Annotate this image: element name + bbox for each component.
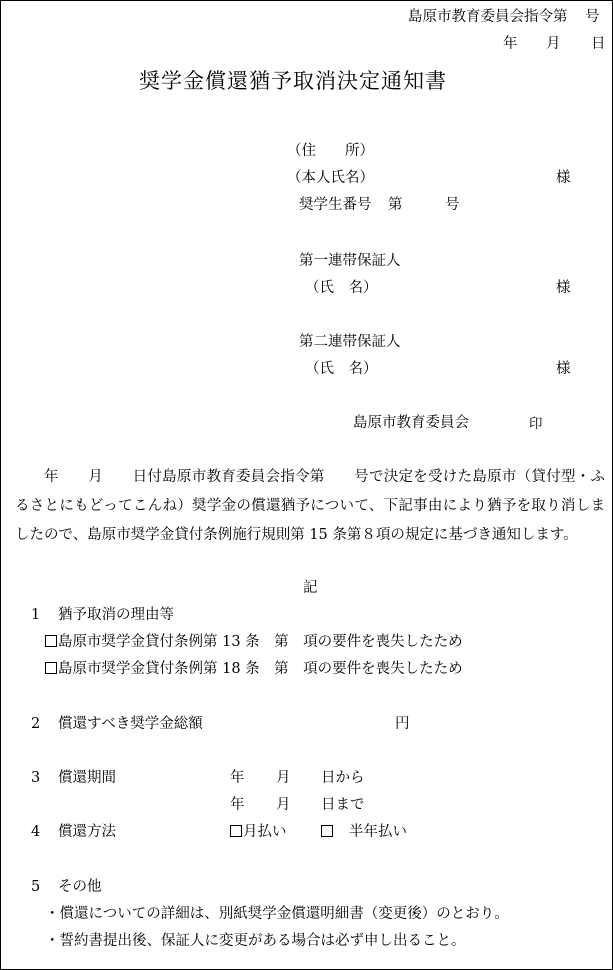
address-label: （住 所） [287, 143, 374, 159]
date-year: 年 [503, 36, 518, 52]
item1-label: 猶予取消の理由等 [58, 607, 174, 623]
checkbox-icon[interactable] [45, 635, 57, 647]
note-repayment-details: ・償還についての詳細は、別紙奨学金償還明細書（変更後）のとおり。 [45, 906, 509, 922]
reason-option-article13[interactable] [45, 635, 463, 650]
item3-number: 3 [31, 770, 41, 786]
scholar-number-label: 奨学生番号 [299, 197, 372, 213]
reason-option-article18-label: 島原市奨学金貸付条例第 18 条 第 項の要件を喪失したため [58, 661, 463, 677]
designation-prefix: 島原市教育委員会指令第 [408, 9, 568, 25]
period-from-year: 年 [230, 770, 245, 786]
document-title: 奨学金償還猶予取消決定通知書 [139, 69, 447, 93]
payment-option-monthly-label: 月払い [243, 824, 287, 840]
scholar-number-prefix: 第 [388, 197, 403, 213]
checkbox-icon[interactable] [230, 825, 242, 837]
period-from-month: 月 [276, 770, 291, 786]
guarantor2-name-label: （氏 名） [305, 361, 378, 377]
item4-label: 償還方法 [58, 824, 116, 840]
reason-option-article18[interactable] [45, 662, 463, 677]
date-month: 月 [546, 36, 561, 52]
item2-label: 償還すべき奨学金総額 [58, 716, 203, 732]
period-from-day: 日から [321, 770, 365, 786]
seal-mark: 印 [529, 416, 543, 432]
period-to-year: 年 [230, 797, 245, 813]
note-guarantor-change: ・誓約書提出後、保証人に変更がある場合は必ず申し出ること。 [45, 933, 466, 949]
amount-unit: 円 [395, 716, 410, 732]
recipient-honorific: 様 [556, 170, 571, 186]
body-paragraph: 年 月 日付島原市教育委員会指令第 号で決定を受けた島原市（貸付型・ふるさとにもどってこんね）奨学金の償還猶予について、下記事由により猶予を取り消しましたので、島原市奨学金貸付条例施行規則第 15 条第８項の規定に基づき通知します。 [15, 469, 605, 543]
checkbox-icon[interactable] [321, 825, 333, 837]
payment-option-monthly[interactable] [230, 825, 287, 840]
payment-option-semiannual-label: 半年払い [349, 824, 407, 840]
date-day: 日 [591, 36, 606, 52]
item4-number: 4 [31, 824, 41, 840]
period-to-day: 日まで [321, 797, 365, 813]
name-label: （本人氏名） [287, 170, 374, 186]
item5-number: 5 [31, 879, 41, 895]
reason-option-article13-label: 島原市奨学金貸付条例第 13 条 第 項の要件を喪失したため [58, 634, 463, 650]
ki-heading: 記 [303, 580, 318, 596]
guarantor2-honorific: 様 [556, 361, 571, 377]
item5-label: その他 [58, 879, 102, 895]
period-to-month: 月 [276, 797, 291, 813]
designation-suffix: 号 [585, 9, 600, 25]
scholar-number-suffix: 号 [445, 197, 460, 213]
item1-number: 1 [31, 607, 41, 623]
checkbox-icon[interactable] [45, 662, 57, 674]
payment-option-semiannual[interactable] [321, 825, 407, 840]
guarantor1-heading: 第一連帯保証人 [299, 253, 401, 269]
item2-number: 2 [31, 716, 41, 732]
issuer-name: 島原市教育委員会 [353, 415, 469, 431]
guarantor1-name-label: （氏 名） [305, 280, 378, 296]
guarantor2-heading: 第二連帯保証人 [299, 334, 401, 350]
item3-label: 償還期間 [58, 770, 116, 786]
guarantor1-honorific: 様 [556, 280, 571, 296]
